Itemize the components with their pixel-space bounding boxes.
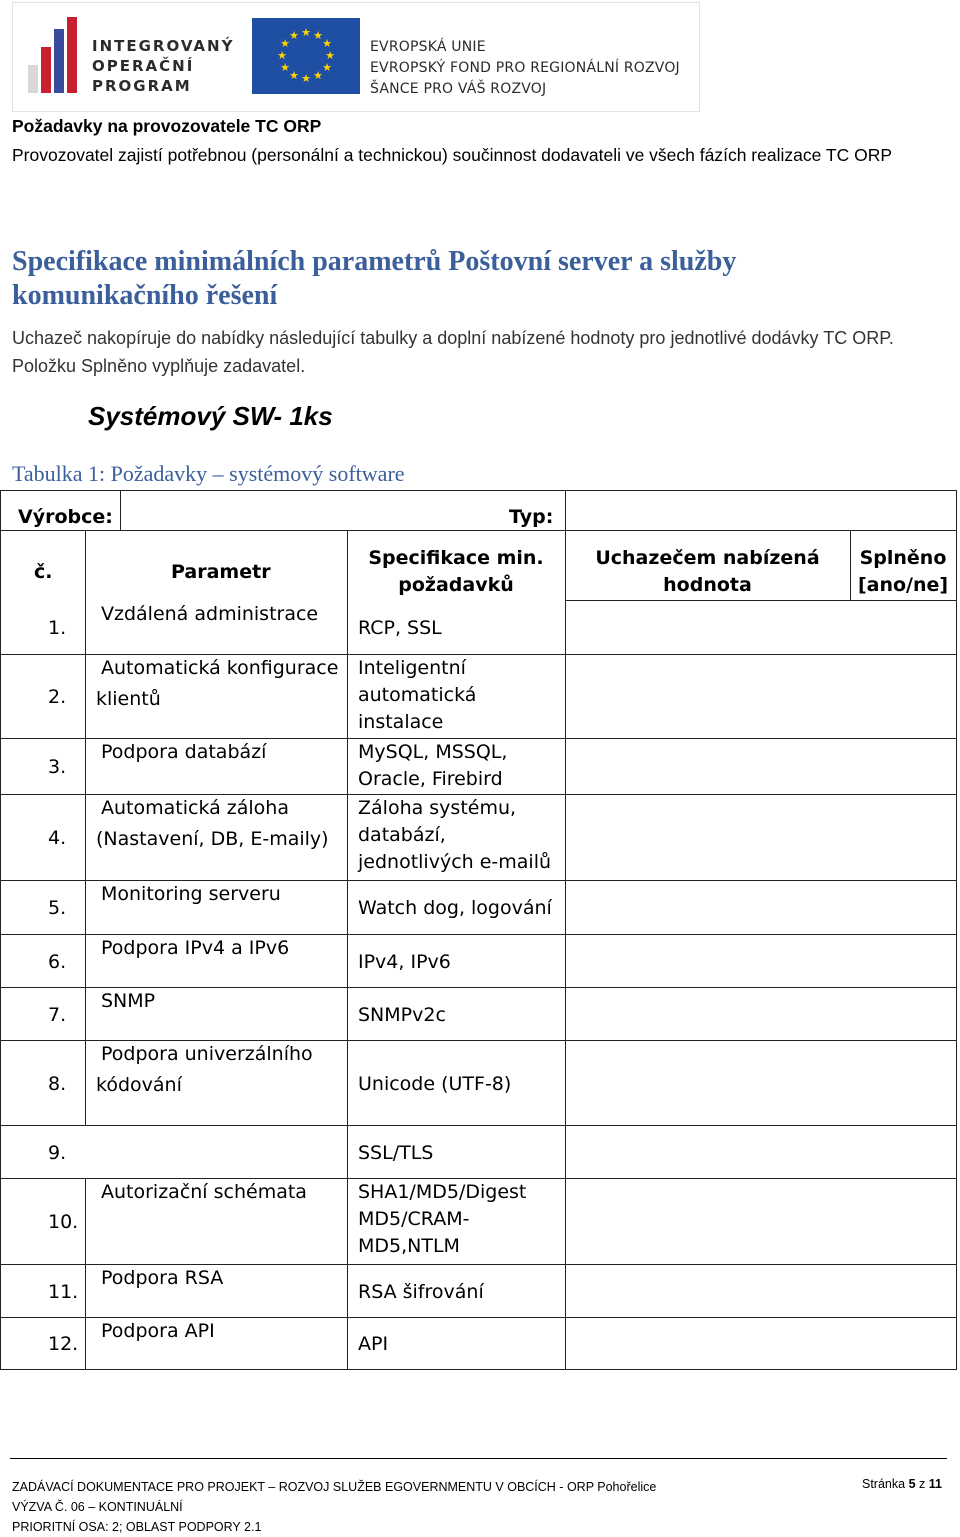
header-met: Splněno [859, 547, 947, 569]
table-border [0, 490, 957, 491]
svg-text:★: ★ [277, 49, 287, 62]
row-spec: Záloha systému, [358, 797, 517, 819]
row-spec: RCP, SSL [358, 617, 442, 639]
row-param: Monitoring serveru [101, 883, 281, 905]
offered-value-input[interactable] [566, 1127, 848, 1177]
offered-value-input[interactable] [566, 882, 848, 933]
met-value-input[interactable] [851, 796, 955, 879]
type-label: Typ: [509, 506, 554, 528]
header-offered: Uchazečem nabízená [595, 547, 820, 569]
svg-text:★: ★ [301, 72, 311, 85]
row-param: Automatická záloha [101, 797, 289, 819]
svg-text:★: ★ [313, 29, 323, 42]
table-border [0, 1125, 957, 1126]
row-param: kódování [96, 1074, 182, 1096]
row-number: 1. [48, 617, 67, 639]
svg-text:★: ★ [325, 49, 335, 62]
row-number: 5. [48, 897, 67, 919]
row-spec: automatická [358, 684, 477, 706]
row-param: Automatická konfigurace [101, 657, 339, 679]
offered-value-input[interactable] [566, 740, 848, 793]
offered-value-input[interactable] [566, 989, 848, 1039]
row-param: Podpora databází [101, 741, 267, 763]
row-param: klientů [96, 688, 161, 710]
footer-line2: VÝZVA Č. 06 – KONTINUÁLNÍ [12, 1500, 183, 1514]
row-param: Podpora univerzálního [101, 1043, 313, 1065]
row-spec: databází, [358, 824, 446, 846]
header-spec: Specifikace min. [368, 547, 544, 569]
table-border [565, 600, 957, 601]
offered-value-input[interactable] [566, 1042, 848, 1124]
table-border [0, 1369, 957, 1370]
row-spec: SSL/TLS [358, 1141, 434, 1164]
row-spec: MD5/CRAM- [358, 1208, 470, 1230]
table-border [120, 490, 121, 530]
row-spec: MySQL, MSSQL, [358, 741, 508, 763]
table-border [956, 530, 957, 1369]
table-border [347, 530, 348, 1369]
row-number: 9. [48, 1141, 67, 1164]
table-border [956, 490, 957, 530]
row-spec: Inteligentní [358, 657, 466, 679]
row-param: (Nastavení, DB, E-maily) [96, 828, 329, 850]
row-param: Podpora RSA [101, 1267, 224, 1289]
svg-text:★: ★ [301, 26, 311, 39]
svg-text:★: ★ [322, 37, 332, 50]
requirements-title: Požadavky na provozovatele TC ORP [12, 116, 322, 136]
met-value-input[interactable] [851, 1042, 955, 1124]
table-border [0, 530, 957, 531]
row-spec: SNMPv2c [358, 1003, 446, 1026]
svg-text:★: ★ [289, 69, 299, 82]
met-value-input[interactable] [851, 989, 955, 1039]
row-spec: API [358, 1333, 389, 1355]
svg-text:★: ★ [313, 69, 323, 82]
footer-divider [10, 1458, 947, 1459]
header-spec: požadavků [398, 574, 514, 596]
row-param: Autorizační schémata [101, 1181, 307, 1203]
svg-text:★: ★ [289, 29, 299, 42]
svg-text:★: ★ [322, 61, 332, 74]
row-number: 12. [48, 1333, 79, 1355]
table-border [0, 490, 1, 530]
header-num: č. [34, 561, 53, 583]
header-offered: hodnota [663, 574, 752, 596]
row-spec: Oracle, Firebird [358, 768, 503, 790]
sw-heading: Systémový SW- 1ks [88, 401, 333, 431]
row-spec: instalace [358, 711, 444, 733]
spec-heading: Specifikace minimálních parametrů Poštovní server a služby komunikačního řešení [12, 246, 737, 311]
offered-value-input[interactable] [566, 796, 848, 879]
met-value-input[interactable] [851, 936, 955, 986]
svg-text:★: ★ [280, 37, 290, 50]
row-param: Podpora API [101, 1320, 215, 1342]
row-spec: SHA1/MD5/Digest [358, 1181, 527, 1203]
intro-text: Uchazeč nakopíruje do nabídky následující tabulky a doplní nabízené hodnoty pro jednotlivé dodávky TC ORP. Položku Splněno vyplňuje zadavatel. [12, 328, 894, 376]
type-input[interactable] [566, 492, 954, 529]
row-number: 4. [48, 827, 67, 849]
table-border [0, 530, 1, 1369]
iop-logo-text: INTEGROVANÝ OPERAČNÍ PROGRAM [92, 37, 235, 95]
row-number: 7. [48, 1003, 67, 1026]
table-border [85, 1178, 86, 1369]
offered-value-input[interactable] [566, 1266, 848, 1316]
met-value-input[interactable] [851, 1266, 955, 1316]
header-param: Parametr [171, 561, 271, 583]
row-param: Vzdálená administrace [101, 603, 319, 625]
requirements-text: Provozovatel zajistí potřebnou (personální a technickou) součinnost dodavateli ve všech fázích realizace TC ORP [12, 145, 892, 165]
met-value-input[interactable] [851, 602, 955, 653]
met-value-input[interactable] [851, 1127, 955, 1177]
offered-value-input[interactable] [566, 936, 848, 986]
offered-value-input[interactable] [566, 602, 848, 653]
row-spec: RSA šifrování [358, 1280, 484, 1303]
svg-text:★: ★ [280, 61, 290, 74]
met-value-input[interactable] [851, 1319, 955, 1368]
row-spec: Watch dog, logování [358, 897, 552, 919]
eu-logo-text: EVROPSKÁ UNIE EVROPSKÝ FOND PRO REGIONÁLNÍ ROZVOJ ŠANCE PRO VÁŠ ROZVOJ [370, 39, 680, 97]
offered-value-input[interactable] [566, 656, 848, 737]
offered-value-input[interactable] [566, 1180, 848, 1263]
row-number: 11. [48, 1280, 79, 1303]
table-caption: Tabulka 1: Požadavky – systémový software [12, 461, 405, 486]
row-spec: Unicode (UTF-8) [358, 1072, 512, 1095]
row-param: Podpora IPv4 a IPv6 [101, 937, 290, 959]
row-number: 2. [48, 686, 67, 708]
row-number: 10. [48, 1211, 79, 1233]
met-value-input[interactable] [851, 740, 955, 793]
met-value-input[interactable] [851, 882, 955, 933]
manufacturer-input[interactable] [122, 492, 492, 529]
row-number: 6. [48, 950, 67, 973]
footer-line1: ZADÁVACÍ DOKUMENTACE PRO PROJEKT – ROZVOJ SLUŽEB EGOVERNMENTU V OBCÍCH - ORP Pohořelice [12, 1480, 657, 1494]
row-spec: jednotlivých e-mailů [358, 851, 552, 873]
row-number: 8. [48, 1072, 67, 1095]
row-spec: MD5,NTLM [358, 1235, 460, 1257]
offered-value-input[interactable] [566, 1319, 848, 1368]
met-value-input[interactable] [851, 656, 955, 737]
footer-line3: PRIORITNÍ OSA: 2; OBLAST PODPORY 2.1 [12, 1520, 262, 1534]
page-number: Stránka 5 z 11 [862, 1477, 942, 1491]
row-spec: IPv4, IPv6 [358, 950, 451, 973]
table-border [85, 530, 86, 1125]
row-param: SNMP [101, 990, 156, 1012]
manufacturer-label: Výrobce: [18, 506, 113, 528]
met-value-input[interactable] [851, 1180, 955, 1263]
row-number: 3. [48, 756, 67, 778]
header-met: [ano/ne] [857, 574, 949, 596]
